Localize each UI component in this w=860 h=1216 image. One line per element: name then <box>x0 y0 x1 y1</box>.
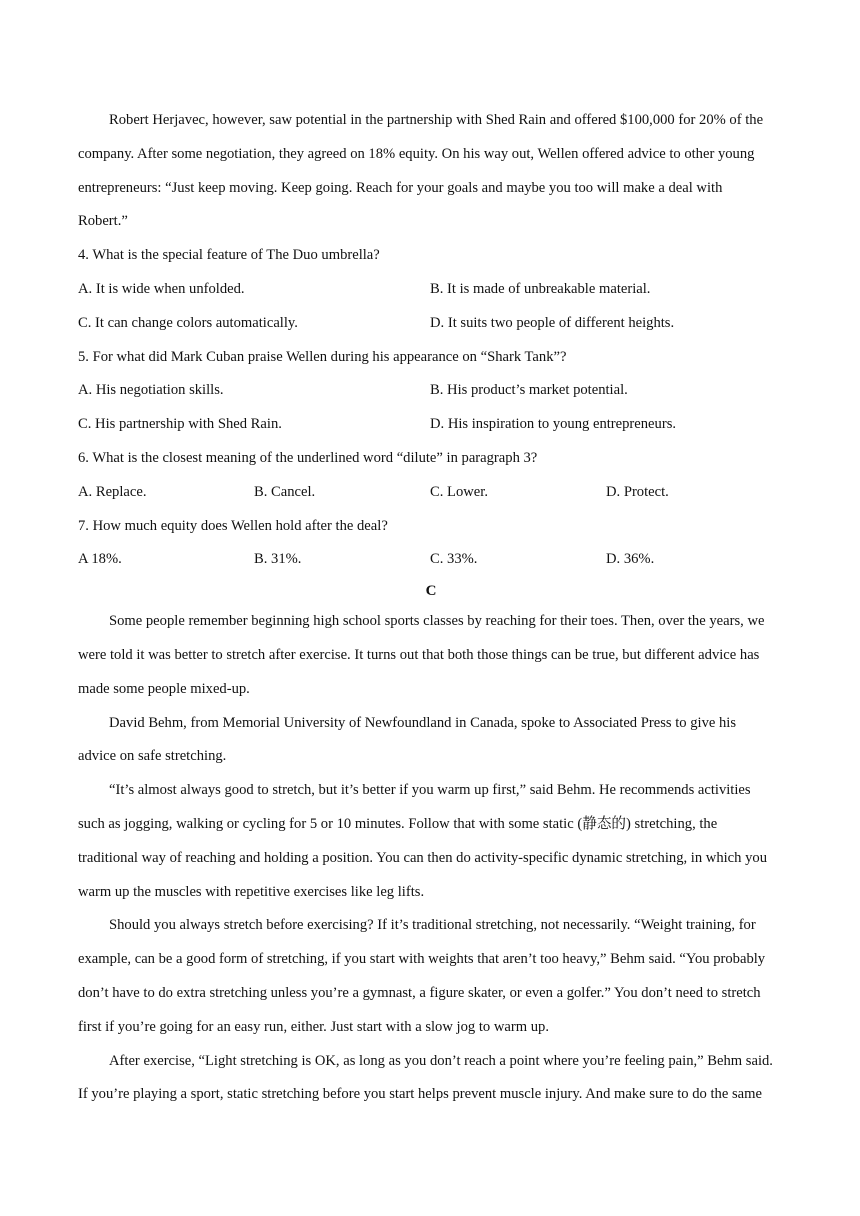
section-c-paragraph-4 <box>78 909 784 1044</box>
options-row <box>78 408 784 442</box>
section-c-paragraph-1 <box>78 605 784 706</box>
options-row <box>78 273 784 307</box>
section-heading: C <box>425 583 437 600</box>
options-row <box>78 543 784 577</box>
option-c: C. 33%. <box>430 551 478 568</box>
options-row <box>78 307 784 341</box>
text-line: such as jogging, walking or cycling for 5 or 10 minutes. Follow that with some static (静态的) stretching, the <box>78 815 718 832</box>
text-line: After exercise, “Light stretching is OK, as long as you don’t reach a point where you’re feeling pain,” Behm said. <box>109 1052 773 1069</box>
text-line: company. After some negotiation, they agreed on 18% equity. On his way out, Wellen offered advice to other young <box>78 145 755 162</box>
text-line: don’t have to do extra stretching unless you’re a gymnast, a figure skater, or even a golfer.” You don’t need to stretch <box>78 984 761 1001</box>
option-c: C. His partnership with Shed Rain. <box>78 416 282 433</box>
question-4 <box>78 239 784 340</box>
option-d: D. It suits two people of different heights. <box>430 314 675 331</box>
question-6 <box>78 442 784 510</box>
text-line: Robert.” <box>78 213 128 230</box>
option-b: B. 31%. <box>254 551 302 568</box>
option-d: D. 36%. <box>606 551 655 568</box>
text-line: Some people remember beginning high school sports classes by reaching for their toes. Then, over the years, we <box>109 613 765 630</box>
document-page <box>78 104 784 1112</box>
question-stem: 4. What is the special feature of The Duo umbrella? <box>78 247 380 264</box>
text-line: example, can be a good form of stretching, if you start with weights that aren’t too heavy,” Behm said. “You probably <box>78 951 766 968</box>
text-line: advice on safe stretching. <box>78 748 227 765</box>
section-c-paragraph-5 <box>78 1045 784 1113</box>
text-line: David Behm, from Memorial University of Newfoundland in Canada, spoke to Associated Press to give his <box>109 714 737 731</box>
question-stem: 6. What is the closest meaning of the underlined word “dilute” in paragraph 3? <box>78 449 538 466</box>
option-c: C. Lower. <box>430 483 488 500</box>
text-line: traditional way of reaching and holding a position. You can then do activity-specific dynamic stretching, in which you <box>78 849 767 866</box>
text-line: “It’s almost always good to stretch, but it’s better if you warm up first,” said Behm. He recommends activities <box>109 782 751 799</box>
text-line: Should you always stretch before exercising? If it’s traditional stretching, not necessarily. “Weight training, for <box>109 917 756 934</box>
question-5 <box>78 341 784 442</box>
text-line: first if you’re going for an easy run, either. Just start with a slow jog to warm up. <box>78 1018 549 1035</box>
options-row <box>78 476 784 510</box>
text-line: If you’re playing a sport, static stretching before you start helps prevent muscle injury. And make sure to do the same <box>78 1086 762 1103</box>
options-row <box>78 374 784 408</box>
text-line: warm up the muscles with repetitive exercises like leg lifts. <box>78 883 425 900</box>
section-c-paragraph-3 <box>78 774 784 909</box>
option-b: B. His product’s market potential. <box>430 382 628 399</box>
option-d: D. Protect. <box>606 483 669 500</box>
option-b: B. Cancel. <box>254 483 316 500</box>
option-a: A 18%. <box>78 551 122 568</box>
text-line: entrepreneurs: “Just keep moving. Keep going. Reach for your goals and maybe you too will make a deal with <box>78 179 723 196</box>
option-b: B. It is made of unbreakable material. <box>430 280 651 297</box>
text-line: were told it was better to stretch after exercise. It turns out that both those things can be true, but different advice has <box>78 646 760 663</box>
passage-b-closing-paragraph <box>78 104 784 239</box>
text-line: Robert Herjavec, however, saw potential in the partnership with Shed Rain and offered $100,000 for 20% of the <box>109 112 764 128</box>
section-c-paragraph-2 <box>78 707 784 775</box>
option-c: C. It can change colors automatically. <box>78 314 298 331</box>
question-stem: 5. For what did Mark Cuban praise Wellen during his appearance on “Shark Tank”? <box>78 348 567 365</box>
question-7 <box>78 510 784 578</box>
option-a: A. It is wide when unfolded. <box>78 280 245 297</box>
option-a: A. Replace. <box>78 483 147 500</box>
question-stem: 7. How much equity does Wellen hold after the deal? <box>78 517 388 534</box>
option-d: D. His inspiration to young entrepreneurs. <box>430 416 677 433</box>
option-a: A. His negotiation skills. <box>78 382 224 399</box>
text-line: made some people mixed-up. <box>78 680 250 697</box>
